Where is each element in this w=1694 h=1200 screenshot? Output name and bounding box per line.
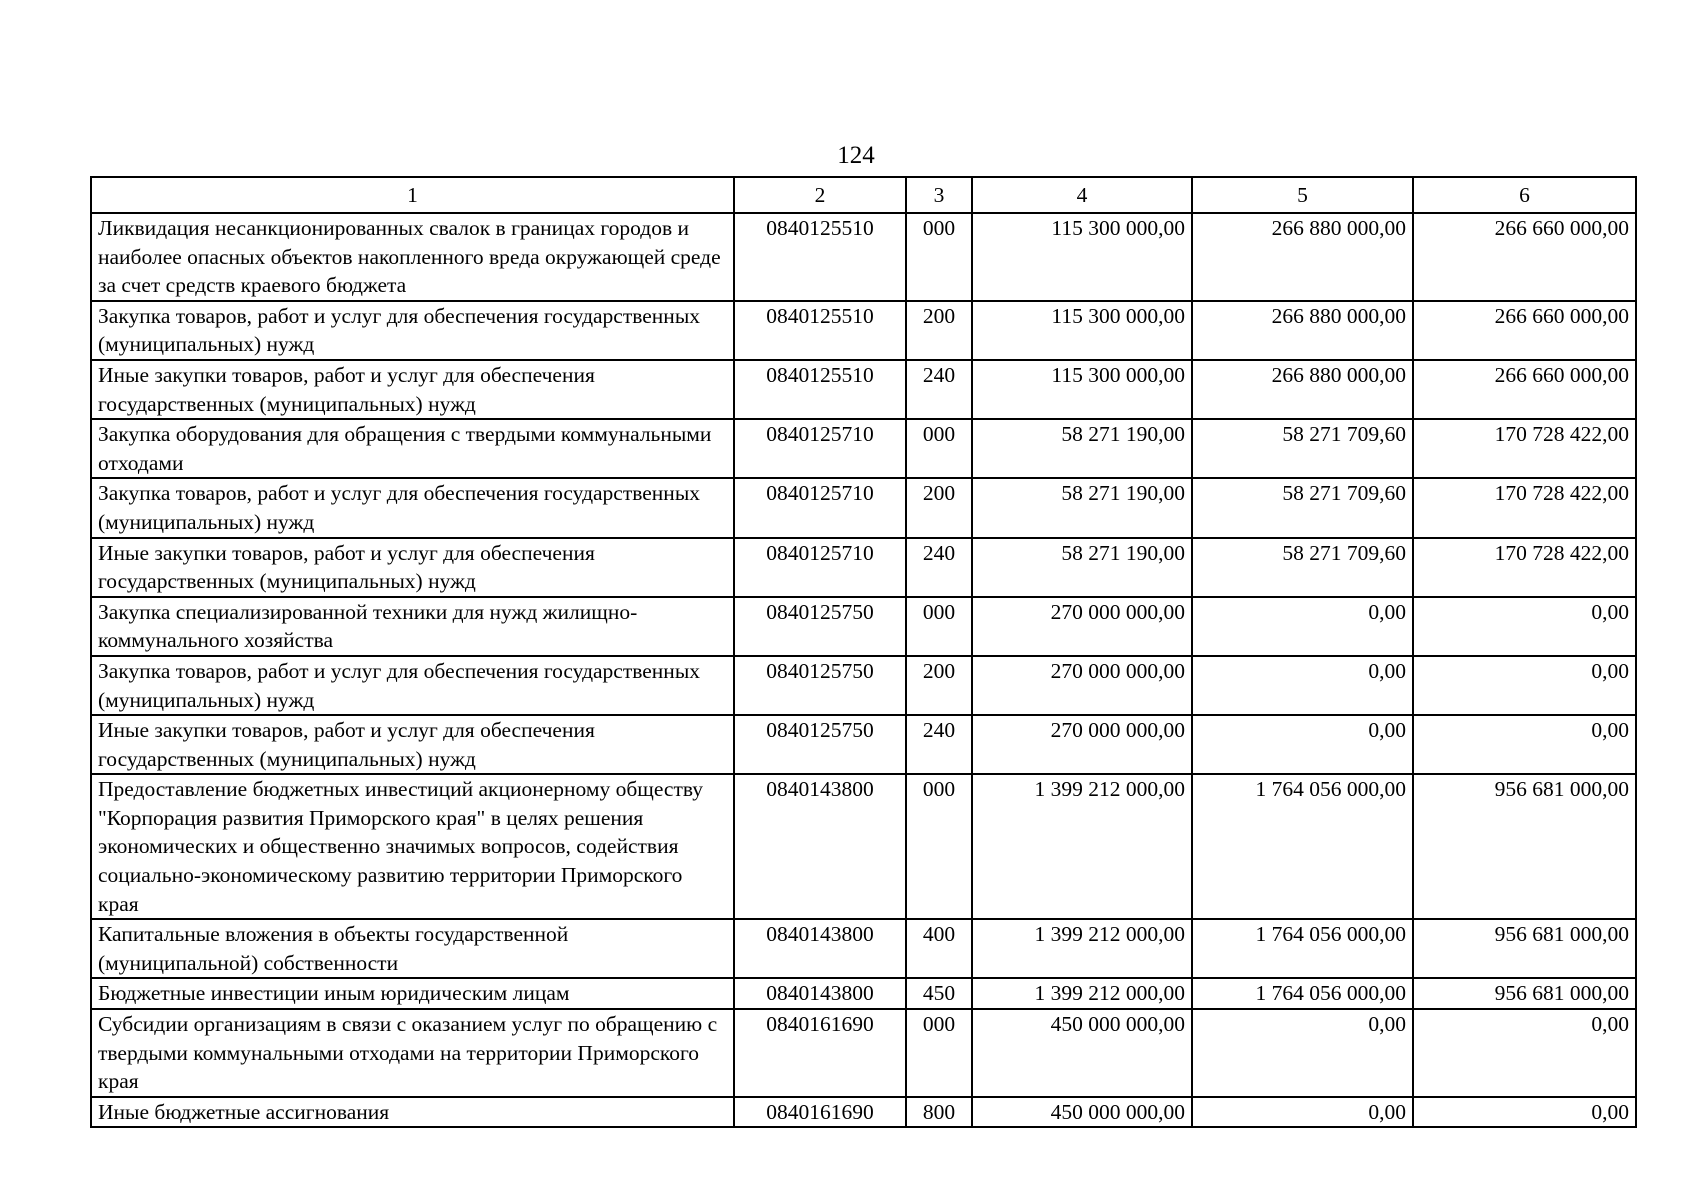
row-value-col6: 266 660 000,00 [1413, 213, 1636, 301]
row-name: Иные закупки товаров, работ и услуг для обеспечения государственных (муниципальных) нужд [91, 715, 734, 774]
row-name: Капитальные вложения в объекты государственной (муниципальной) собственности [91, 919, 734, 978]
column-header: 5 [1192, 177, 1413, 213]
row-value-col5: 0,00 [1192, 715, 1413, 774]
header-row [91, 177, 1636, 213]
row-value-col4: 115 300 000,00 [972, 213, 1192, 301]
row-value-col5: 1 764 056 000,00 [1192, 978, 1413, 1009]
row-value-col5: 0,00 [1192, 1097, 1413, 1128]
row-name: Иные бюджетные ассигнования [91, 1097, 734, 1128]
row-code: 0840125710 [734, 478, 906, 537]
row-name: Закупка товаров, работ и услуг для обеспечения государственных (муниципальных) нужд [91, 478, 734, 537]
row-code: 0840125510 [734, 301, 906, 360]
row-code: 0840143800 [734, 774, 906, 919]
row-name: Закупка оборудования для обращения с твердыми коммунальными отходами [91, 419, 734, 478]
row-value-col6: 0,00 [1413, 597, 1636, 656]
row-value-col5: 1 764 056 000,00 [1192, 774, 1413, 919]
column-header: 2 [734, 177, 906, 213]
row-value-col5: 1 764 056 000,00 [1192, 919, 1413, 978]
row-name: Закупка товаров, работ и услуг для обеспечения государственных (муниципальных) нужд [91, 301, 734, 360]
row-code: 0840125510 [734, 360, 906, 419]
row-expense-type: 400 [906, 919, 972, 978]
row-code: 0840125750 [734, 715, 906, 774]
row-value-col4: 115 300 000,00 [972, 360, 1192, 419]
table-row [91, 715, 1636, 774]
row-value-col6: 266 660 000,00 [1413, 360, 1636, 419]
row-value-col6: 956 681 000,00 [1413, 978, 1636, 1009]
row-expense-type: 240 [906, 538, 972, 597]
row-value-col4: 115 300 000,00 [972, 301, 1192, 360]
row-value-col4: 270 000 000,00 [972, 656, 1192, 715]
row-expense-type: 000 [906, 597, 972, 656]
row-expense-type: 000 [906, 213, 972, 301]
row-value-col4: 58 271 190,00 [972, 419, 1192, 478]
row-value-col5: 0,00 [1192, 597, 1413, 656]
row-expense-type: 240 [906, 360, 972, 419]
row-code: 0840125750 [734, 597, 906, 656]
row-value-col5: 58 271 709,60 [1192, 419, 1413, 478]
table-row [91, 213, 1636, 301]
row-expense-type: 000 [906, 419, 972, 478]
row-value-col4: 1 399 212 000,00 [972, 774, 1192, 919]
row-value-col6: 0,00 [1413, 1097, 1636, 1128]
row-value-col4: 1 399 212 000,00 [972, 919, 1192, 978]
row-code: 0840125710 [734, 419, 906, 478]
row-expense-type: 450 [906, 978, 972, 1009]
table-row [91, 478, 1636, 537]
column-header: 4 [972, 177, 1192, 213]
row-value-col4: 450 000 000,00 [972, 1097, 1192, 1128]
row-expense-type: 200 [906, 478, 972, 537]
row-name: Ликвидация несанкционированных свалок в границах городов и наиболее опасных объектов накопленного вреда окружающей среде за счет средств краевого бюджета [91, 213, 734, 301]
table-row [91, 774, 1636, 919]
row-code: 0840125750 [734, 656, 906, 715]
row-name: Закупка товаров, работ и услуг для обеспечения государственных (муниципальных) нужд [91, 656, 734, 715]
row-value-col6: 266 660 000,00 [1413, 301, 1636, 360]
table-row [91, 978, 1636, 1009]
row-name: Бюджетные инвестиции иным юридическим лицам [91, 978, 734, 1009]
column-header: 3 [906, 177, 972, 213]
row-value-col4: 58 271 190,00 [972, 538, 1192, 597]
budget-table [90, 176, 1637, 1128]
row-value-col5: 58 271 709,60 [1192, 538, 1413, 597]
table-row [91, 301, 1636, 360]
table-row [91, 419, 1636, 478]
column-header: 1 [91, 177, 734, 213]
row-name: Предоставление бюджетных инвестиций акционерному обществу "Корпорация развития Приморского края" в целях решения экономических и общественно значимых вопросов, содействия социально-экономическому развитию территории Приморского края [91, 774, 734, 919]
table-row [91, 360, 1636, 419]
row-name: Иные закупки товаров, работ и услуг для обеспечения государственных (муниципальных) нужд [91, 538, 734, 597]
table-row [91, 919, 1636, 978]
row-value-col6: 956 681 000,00 [1413, 919, 1636, 978]
row-value-col6: 170 728 422,00 [1413, 419, 1636, 478]
row-code: 0840161690 [734, 1009, 906, 1097]
row-value-col5: 266 880 000,00 [1192, 301, 1413, 360]
row-name: Закупка специализированной техники для нужд жилищно-коммунального хозяйства [91, 597, 734, 656]
row-value-col4: 58 271 190,00 [972, 478, 1192, 537]
row-expense-type: 200 [906, 656, 972, 715]
row-value-col5: 58 271 709,60 [1192, 478, 1413, 537]
row-value-col5: 0,00 [1192, 656, 1413, 715]
table-row [91, 597, 1636, 656]
row-value-col6: 170 728 422,00 [1413, 478, 1636, 537]
row-value-col6: 0,00 [1413, 656, 1636, 715]
row-value-col4: 1 399 212 000,00 [972, 978, 1192, 1009]
table-row [91, 1009, 1636, 1097]
row-value-col4: 450 000 000,00 [972, 1009, 1192, 1097]
row-value-col5: 0,00 [1192, 1009, 1413, 1097]
row-code: 0840125710 [734, 538, 906, 597]
row-code: 0840125510 [734, 213, 906, 301]
row-expense-type: 800 [906, 1097, 972, 1128]
page-number: 124 [837, 142, 875, 169]
row-code: 0840143800 [734, 978, 906, 1009]
row-value-col4: 270 000 000,00 [972, 715, 1192, 774]
row-name: Иные закупки товаров, работ и услуг для обеспечения государственных (муниципальных) нужд [91, 360, 734, 419]
row-value-col4: 270 000 000,00 [972, 597, 1192, 656]
row-expense-type: 000 [906, 1009, 972, 1097]
row-name: Субсидии организациям в связи с оказанием услуг по обращению с твердыми коммунальными отходами на территории Приморского края [91, 1009, 734, 1097]
table-row [91, 538, 1636, 597]
row-expense-type: 200 [906, 301, 972, 360]
row-expense-type: 000 [906, 774, 972, 919]
row-code: 0840143800 [734, 919, 906, 978]
row-value-col5: 266 880 000,00 [1192, 213, 1413, 301]
row-expense-type: 240 [906, 715, 972, 774]
row-value-col6: 0,00 [1413, 715, 1636, 774]
row-value-col6: 956 681 000,00 [1413, 774, 1636, 919]
row-value-col6: 170 728 422,00 [1413, 538, 1636, 597]
row-value-col6: 0,00 [1413, 1009, 1636, 1097]
column-header: 6 [1413, 177, 1636, 213]
row-code: 0840161690 [734, 1097, 906, 1128]
table-row [91, 1097, 1636, 1128]
row-value-col5: 266 880 000,00 [1192, 360, 1413, 419]
table-row [91, 656, 1636, 715]
